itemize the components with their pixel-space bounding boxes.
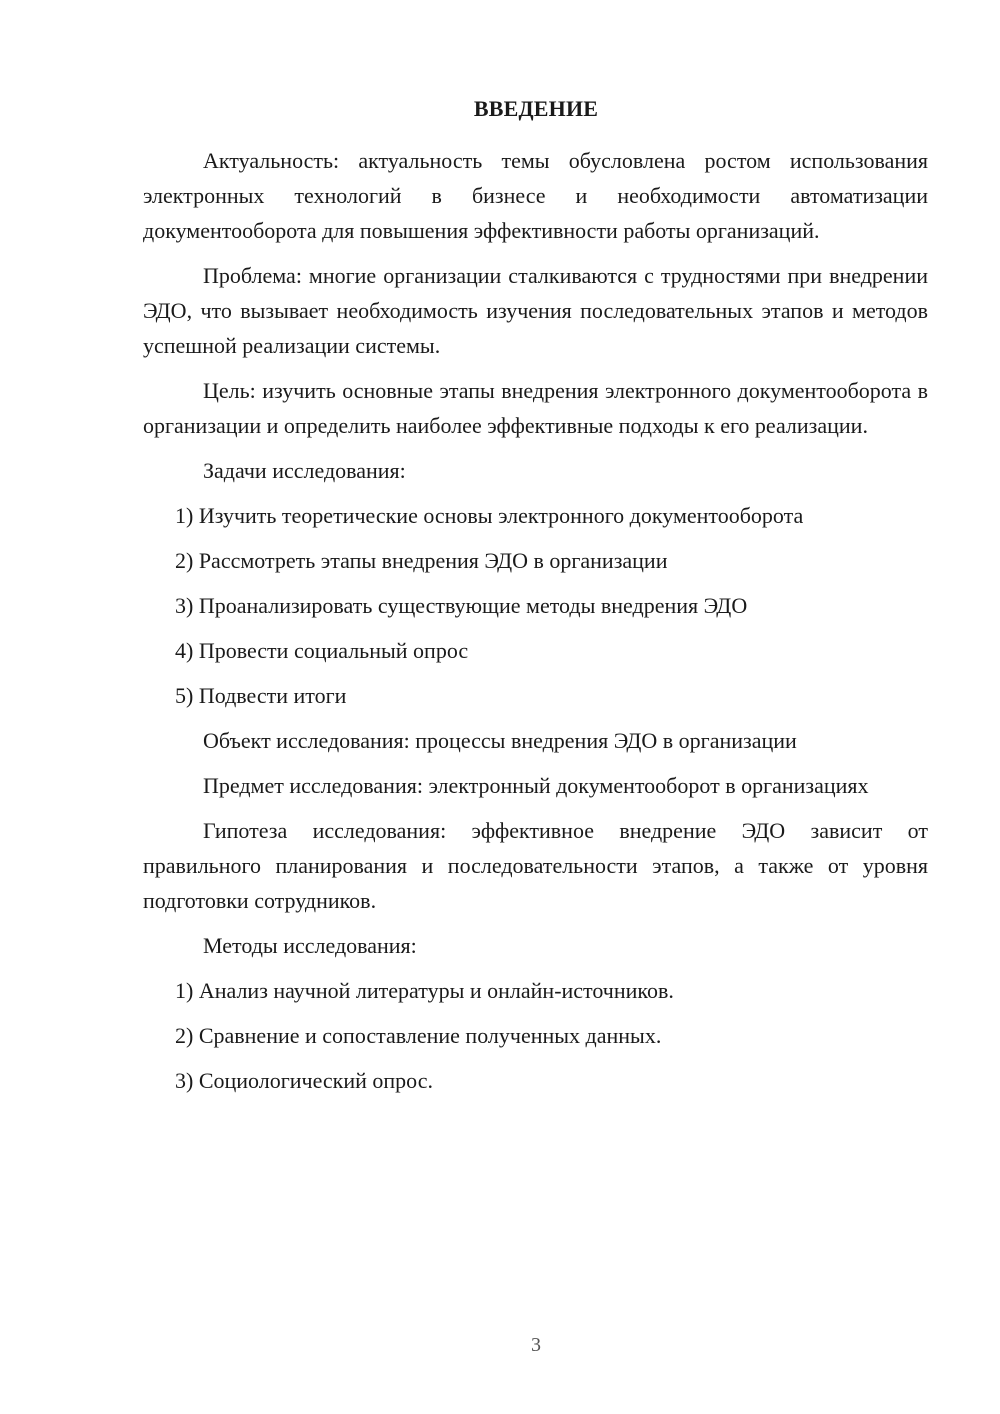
method-item: 1) Анализ научной литературы и онлайн-источников.: [175, 978, 674, 1003]
page-number: 3: [531, 1334, 541, 1356]
object-paragraph: Объект исследования: процессы внедрения ЭДО в организации: [203, 728, 797, 753]
relevance-paragraph: Актуальность: актуальность темы обусловлена ростом использования электронных технологий в бизнесе и необходимости автоматизации документооборота для повышения эффективности работы организаций.: [143, 148, 928, 243]
method-item: 2) Сравнение и сопоставление полученных данных.: [175, 1023, 662, 1048]
task-item: 5) Подвести итоги: [175, 683, 347, 708]
task-item: 4) Провести социальный опрос: [175, 638, 469, 663]
goal-paragraph: Цель: изучить основные этапы внедрения электронного документооборота в организации и определить наиболее эффективные подходы к его реализации.: [143, 378, 928, 438]
subject-paragraph: Предмет исследования: электронный документооборот в организациях: [203, 773, 869, 798]
task-item: 2) Рассмотреть этапы внедрения ЭДО в организации: [175, 548, 668, 573]
task-item: 1) Изучить теоретические основы электронного документооборота: [175, 503, 804, 528]
hypothesis-paragraph: Гипотеза исследования: эффективное внедрение ЭДО зависит от правильного планирования и последовательности этапов, а также от уровня подготовки сотрудников.: [143, 818, 928, 913]
methods-label: Методы исследования:: [203, 933, 417, 958]
page-title: ВВЕДЕНИЕ: [473, 96, 599, 121]
task-item: 3) Проанализировать существующие методы внедрения ЭДО: [175, 593, 748, 618]
tasks-label: Задачи исследования:: [203, 458, 406, 483]
document-body: [143, 143, 928, 1108]
method-item: 3) Социологический опрос.: [175, 1068, 433, 1093]
problem-paragraph: Проблема: многие организации сталкиваются с трудностями при внедрении ЭДО, что вызывает необходимость изучения последовательных этапов и методов успешной реализации системы.: [143, 263, 928, 358]
